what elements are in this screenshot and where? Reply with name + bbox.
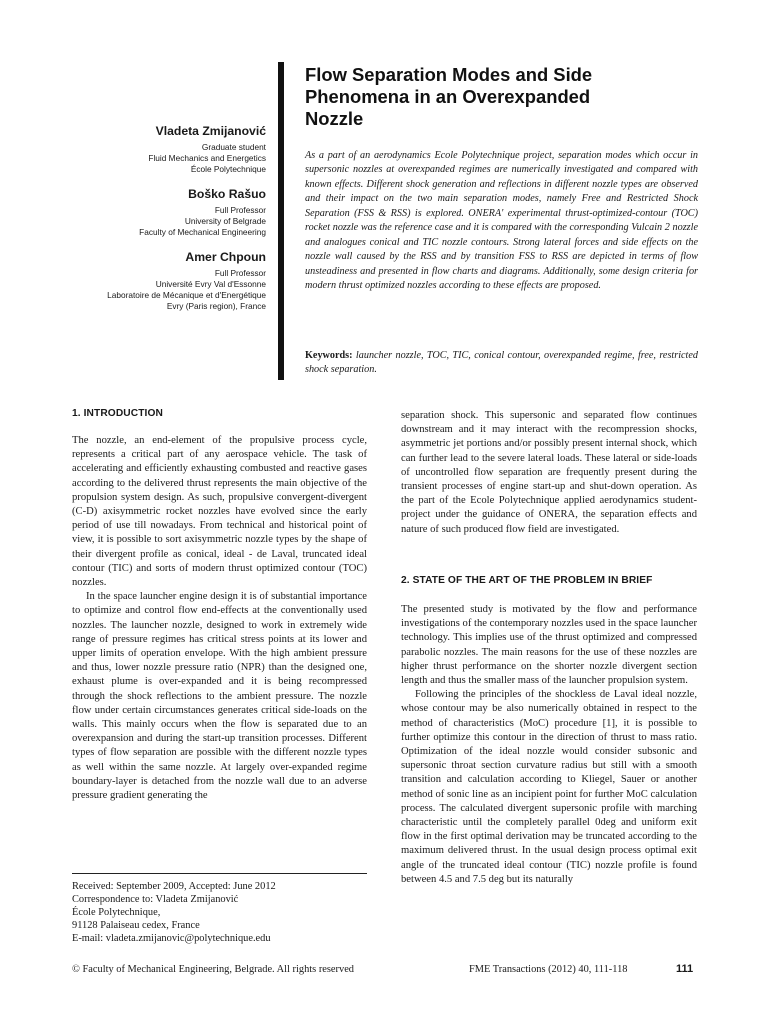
keywords-label: Keywords: xyxy=(305,350,353,361)
paragraph: In the space launcher engine design it is of substantial importance to optimize and control flow end-effects at the conventionally used nozzles. The launcher nozzle, designed to work in extremely wide range of pressure regimes has critical stress points at its lower and upper limits of operation envelope. With the high ambient pressure and thus, lower nozzle pressure ratio (NPR) than the designed one, exhaust plume is over-expanded and it is being recompressed through the shock reflections to the ambient pressure. The nozzle flow under certain circumstances generates critical side-loads on the walls. This mainly occurs when the flow is separated due to an overexpansion and during the start-up transition processes. Different types of flow separation are possible with the different nozzle types as well within the same nozzle. At largely over-expanded regime boundary-layer is detached from the nozzle wall due to an adverse pressure gradient generating the xyxy=(72,591,367,802)
affiliation-line: Graduate student xyxy=(201,142,266,152)
copyright-footer: © Faculty of Mechanical Engineering, Belgrade. All rights reserved xyxy=(72,964,355,975)
abstract: As a part of an aerodynamics Ecole Polytechnique project, separation modes which occur in supersonic nozzles at overexpanded regimes are numerically investigated and compared with known effects. Different shock generation and reflections in different nozzle types are observed and their impact on the two main separation modes, namely Free and Restricted Shock Separation (FSS & RSS) is explored. ONERA' experimental thrust-optimized-contour (TOC) rocket nozzle was the reference case and it is compared with the corresponding Vulcain 2 nozzle and analogues conical and TIC nozzle contours. Strong lateral forces and side effects on the nozzle wall caused by the RSS and by transition FSS to RSS are depicted in terms of flow unsteadiness and presented in flow charts and diagrams. Additionally, some design criteria for modern thrust optimized nozzles according to these effects are proposed. xyxy=(305,150,698,292)
paragraph: The nozzle, an end-element of the propulsive process cycle, represents a critical part of any aerospace vehicle. The task of accelerating and efficiently exhausting combusted and reactive gases according to the delivered thrust represents the main objective of the propulsion system design. As such, propulsive convergent-divergent (C-D) axisymmetric rocket nozzles have evolved since the early period of use till nowadays. From technical and historical point of view, it is possible to sort axisymmetric nozzle types by the shape of their divergent profile as conical, ideal - de Laval, truncated ideal contour (TIC) and sorts of modern thrust optimized contour (TOC) nozzles. xyxy=(72,435,367,589)
footnote-line: 91128 Palaiseau cedex, France xyxy=(72,920,200,932)
footnote xyxy=(72,880,368,945)
footnote-line: Received: September 2009, Accepted: June 2012 xyxy=(72,881,276,892)
keywords-text: launcher nozzle, TOC, TIC, conical contour, overexpanded regime, free, restricted shock separation. xyxy=(305,350,699,376)
right-column-section2 xyxy=(401,603,697,887)
author-affiliation xyxy=(60,205,266,238)
author-name: Boško Rašuo xyxy=(188,187,266,201)
footnote-rule xyxy=(72,873,367,874)
affiliation-line: École Polytechnique xyxy=(190,164,266,174)
section-heading-state-of-art: 2. STATE OF THE ART OF THE PROBLEM IN BRIEF xyxy=(401,575,653,586)
affiliation-line: Full Professor xyxy=(214,268,266,278)
paragraph: Following the principles of the shockless de Laval ideal nozzle, whose contour may be also numerically obtained in respect to the method of characteristics (MoC) procedure [1], it is possible to further optimize this contour in the direction of thrust to mass ratio. Optimization of the ideal nozzle would consider subsonic and supersonic throat section curvature radius but still with a smooth transition and calculation according to Kliegel, Sauer or another method of sonic line as an incipient point for further MoC calculation process. The calculated divergent supersonic profile with marching characteristic until the completely parallel 0deg and uniform exit flow in the first optimal derivation may be truncated according to the maximum delivered thrust. In the usual design process optimal exit angle of the truncated ideal contour (TIC) nozzle profile is found between 4.5 and 7.5 deg but its naturally xyxy=(401,689,697,885)
affiliation-line: Laboratoire de Mécanique et d'Energétique xyxy=(107,290,266,300)
footnote-line: Correspondence to: Vladeta Zmijanović xyxy=(72,894,239,906)
paper-title: Flow Separation Modes and Side Phenomena in an Overexpanded Nozzle xyxy=(305,64,593,129)
author-block xyxy=(60,124,266,312)
affiliation-line: Evry (Paris region), France xyxy=(166,301,266,311)
paragraph: separation shock. This supersonic and separated flow continues downstream and it may interact with the recompression shocks, asymmetric jet portions and/or possibly present internal shock, which can further lead to the severe lateral loads. These lateral or side-loads of uncontrolled flow separation are frequently present during the transient processes of engine start-up and shut-down operation. As the part of the Ecole Polytechnique applied aerodynamics student-project under the guidance of ONERA, the separation effects and nature of such produced flow field are investigated. xyxy=(401,410,697,535)
journal-footer: FME Transactions (2012) 40, 111-118 xyxy=(469,964,628,975)
keywords xyxy=(305,349,698,378)
affiliation-line: Faculty of Mechanical Engineering xyxy=(139,227,266,237)
author-affiliation xyxy=(60,142,266,175)
affiliation-line: Fluid Mechanics and Energetics xyxy=(148,153,266,163)
author-affiliation xyxy=(60,268,266,312)
title-divider-bar xyxy=(278,62,284,380)
affiliation-line: Université Evry Val d'Essonne xyxy=(155,279,266,289)
left-column xyxy=(72,434,367,803)
author-name: Amer Chpoun xyxy=(185,250,266,264)
footnote-line: École Polytechnique, xyxy=(72,907,161,919)
affiliation-line: Full Professor xyxy=(214,205,266,215)
author-name: Vladeta Zmijanović xyxy=(155,124,266,138)
page-number: 111 xyxy=(676,963,694,975)
right-column xyxy=(401,409,697,537)
section-heading-introduction: 1. INTRODUCTION xyxy=(72,408,163,419)
affiliation-line: University of Belgrade xyxy=(184,216,266,226)
footnote-email: E-mail: vladeta.zmijanovic@polytechnique.edu xyxy=(72,933,271,945)
paragraph: The presented study is motivated by the flow and performance investigations of the contemporary nozzles used in the space launcher technology. This implies use of the thrust optimized and compressed parabolic nozzles. The main reasons for the use of these nozzles are higher thrust performance on the shorter nozzle divergent section length and thus the smaller mass of the launcher propulsion system. xyxy=(401,604,697,687)
